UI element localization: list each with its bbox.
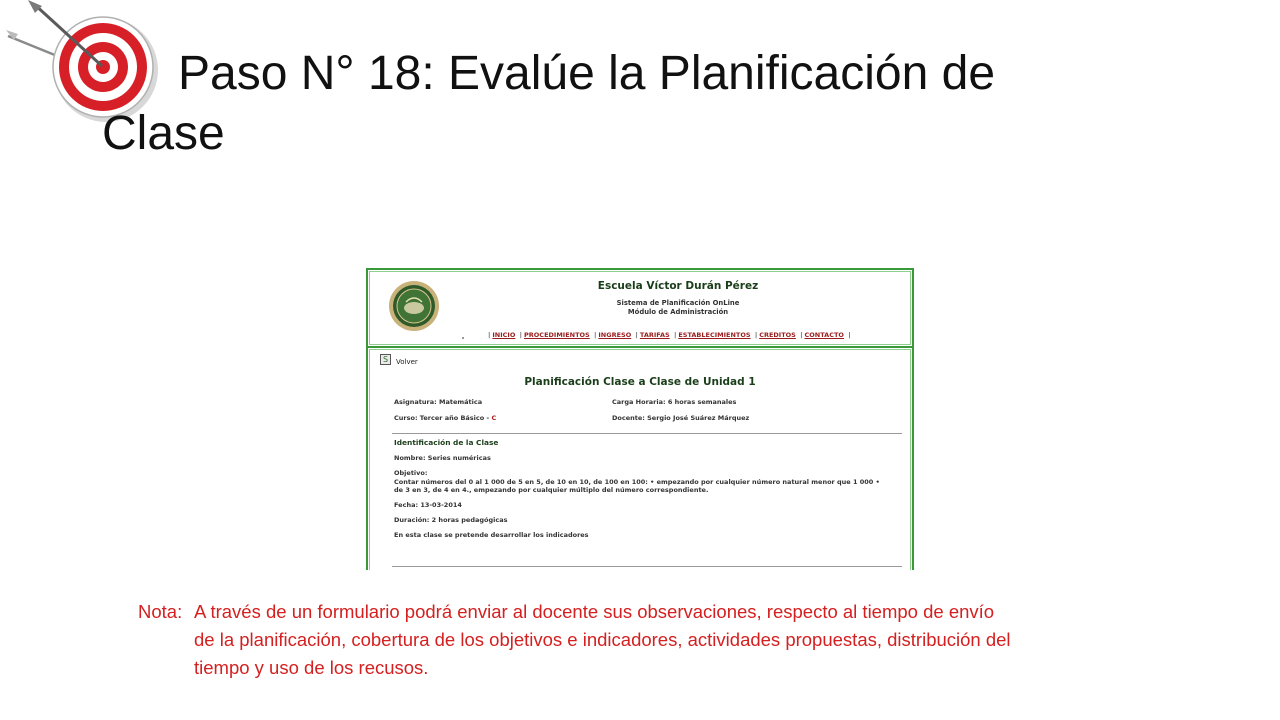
plan-title: Planificación Clase a Clase de Unidad 1: [524, 376, 756, 388]
site-nav: | INICIO | PROCEDIMIENTOS | INGRESO | TARIFAS | ESTABLECIMIENTOS | CREDITOS | CONTACTO |: [486, 331, 886, 339]
curso-field: [394, 414, 496, 422]
divider: [392, 566, 902, 567]
nombre-field: Nombre: Series numéricas: [394, 454, 491, 462]
note: [138, 598, 1178, 682]
fecha-field: Fecha: 13-03-2014: [394, 501, 462, 509]
note-line-2: de la planificación, cobertura de los objetivos e indicadores, actividades propuestas, distribución del: [194, 629, 1011, 650]
system-name: Sistema de Planificación OnLine: [616, 299, 740, 307]
divider: [392, 433, 902, 434]
curso-text: Curso: Tercer año Básico -: [394, 414, 492, 422]
section-title: Identificación de la Clase: [394, 438, 499, 447]
objetivo-text: [394, 478, 900, 494]
note-line-1: A través de un formulario podrá enviar al docente sus observaciones, respecto al tiempo de envío: [194, 601, 995, 622]
objetivo-line-1: Contar números del 0 al 1 000 de 5 en 5, de 10 en 10, de 100 en 100: • empezando por cualquier número natural menor que 1 000 •: [394, 478, 880, 486]
nav-creditos[interactable]: CREDITOS: [759, 331, 796, 339]
module-name: Módulo de Administración: [627, 308, 729, 316]
docente-field: Docente: Sergio José Suárez Márquez: [612, 414, 750, 422]
curso-letter: C: [491, 414, 497, 422]
asignatura-field: Asignatura: Matemática: [394, 398, 483, 406]
slide-title: Paso N° 18: Evalúe la Planificación de Clase: [102, 47, 996, 160]
note-label: Nota:: [138, 601, 183, 622]
school-name: Escuela Víctor Durán Pérez: [597, 280, 759, 292]
nav-tarifas[interactable]: TARIFAS: [639, 331, 670, 339]
duracion-field: Duración: 2 horas pedagógicas: [394, 516, 508, 524]
nav-contacto[interactable]: CONTACTO: [804, 331, 844, 339]
nav-procedimientos[interactable]: PROCEDIMIENTOS: [524, 331, 590, 339]
objetivo-line-2: de 3 en 3, de 4 en 4., empezando por cualquier múltiplo del número correspondiente.: [394, 486, 709, 494]
site-header: [366, 268, 914, 348]
system-subtitle: [528, 299, 828, 317]
objetivo-label: Objetivo:: [394, 469, 428, 477]
planning-screenshot: [366, 268, 914, 570]
indicadores-text: En esta clase se pretende desarrollar los indicadores: [394, 531, 589, 539]
school-seal-icon: [388, 280, 440, 332]
nav-inicio[interactable]: INICIO: [492, 331, 516, 339]
nav-ingreso[interactable]: INGRESO: [598, 331, 632, 339]
plan-content: [366, 346, 914, 570]
back-icon[interactable]: S: [380, 354, 391, 365]
note-line-3: tiempo y uso de los recusos.: [194, 657, 429, 678]
back-link[interactable]: Volver: [396, 358, 418, 366]
carga-field: Carga Horaria: 6 horas semanales: [612, 398, 737, 406]
nav-establecimientos[interactable]: ESTABLECIMIENTOS: [678, 331, 751, 339]
